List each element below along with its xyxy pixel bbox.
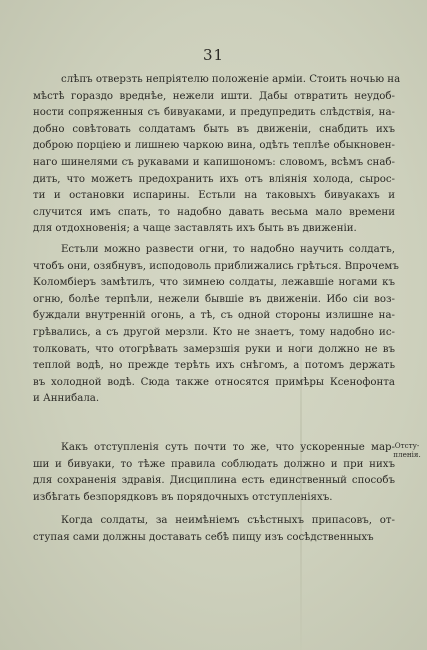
paragraph-3 [33, 440, 395, 506]
text-line: для сохраненія здравія. Дисциплина есть единственный способъ [33, 475, 395, 487]
text-line: наго шинелями съ рукавами и капишономъ: словомъ, всѣмъ снаб- [33, 156, 395, 168]
text-line: мѣстѣ гораздо вреднѣе, нежели ишти. Дабы отвратить неудоб- [33, 90, 395, 102]
text-line: избѣгать безпорядковъ въ порядочныхъ отступленіяхъ. [33, 491, 333, 503]
text-line: дить, что можетъ предохранить ихъ отъ вліянія холода, сырос- [33, 173, 395, 185]
text-line: и Аннибала. [33, 393, 100, 405]
text-line: Когда солдаты, за неимѣніемъ съѣстныхъ припасовъ, от- [61, 515, 395, 526]
text-line: буждали внутренній огонь, а тѣ, съ одной стороны излишне на- [33, 310, 395, 322]
margin-note-text: Отсту- пленія. [393, 441, 421, 459]
text-line: теплой водѣ, но прежде терѣть ихъ снѣгомъ, а потомъ держать [33, 360, 395, 372]
paragraph-4 [33, 513, 395, 546]
text-line: случится имъ спать, то надобно давать весьма мало времени [33, 206, 395, 218]
text-line: ши и бивуаки, то тѣже правила соблюдать должно и при нихъ [33, 458, 395, 470]
text-line: Естьли можно развести огни, то надобно научить солдатъ, [61, 244, 395, 255]
text-line: Какъ отступленія суть почти то же, что ускоренные мар- [61, 442, 395, 453]
text-line: Коломбіеръ замѣтилъ, что зимнею солдаты, лежавшіе ногами къ [33, 277, 395, 289]
page-number: 31 [202, 46, 225, 64]
margin-note [388, 441, 426, 459]
paragraph-1 [33, 72, 401, 238]
text-line: ности сопряженныя съ бивуаками, и предупредить слѣдствія, на- [33, 107, 395, 119]
text-line: доброю порціею и лишнею чаркою вина, одѣть теплѣе обыкновен- [33, 140, 395, 152]
text-line: огню, болѣе терпѣли, нежели бывшіе въ движеніи. Ибо сіи воз- [33, 293, 395, 305]
text-line: толковать, что отогрѣвать замерзшія руки и ноги должно не въ [33, 343, 395, 355]
text-line: грѣвались, а съ другой мерзли. Кто не знаетъ, тому надобно ис- [33, 326, 395, 338]
text-line: добно совѣтовать солдатамъ быть въ движеніи, снабдить ихъ [33, 123, 395, 135]
text-line: въ холодной водѣ. Сюда также относятся примѣры Ксенофонта [33, 376, 395, 388]
paragraph-2 [33, 242, 399, 408]
text-line: ти и остановки испарины. Естьли на таковыхъ бивуакахъ и [33, 190, 395, 202]
text-line: чтобъ они, озябнувъ, исподоволь приближались грѣться. Впрочемъ [33, 260, 399, 272]
text-line: ступая сами должны доставать себѣ пищу изъ сосѣдственныхъ [33, 531, 374, 543]
text-line: для отдохновенія; а чаще заставлять ихъ быть въ движеніи. [33, 223, 357, 235]
text-line: слѣпъ отверзть непріятелю положеніе арміи. Стоить ночью на [61, 74, 401, 85]
